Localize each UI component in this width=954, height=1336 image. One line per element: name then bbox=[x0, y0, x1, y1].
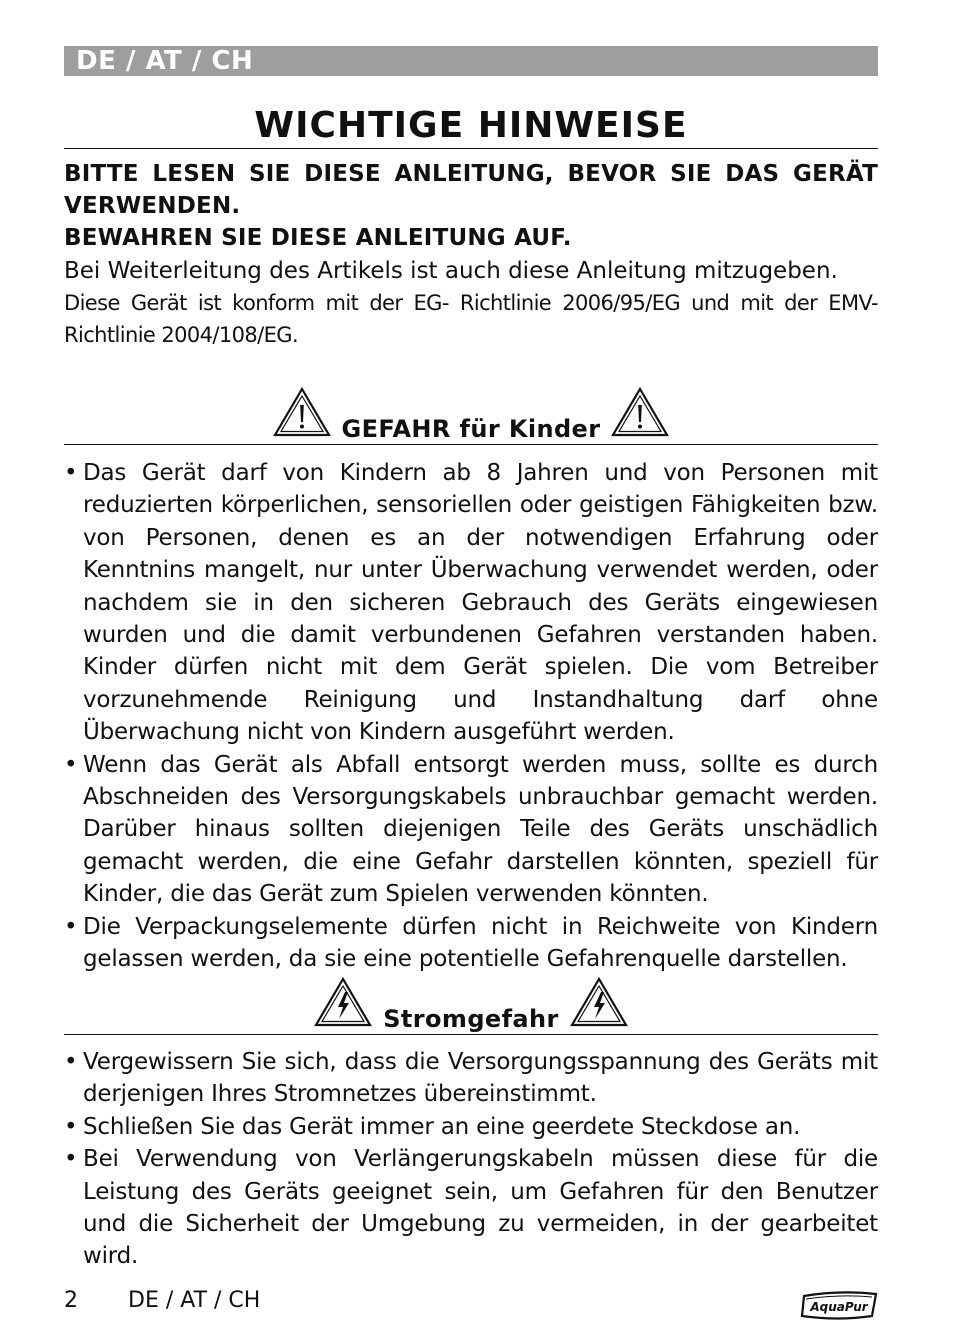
bullet: • bbox=[64, 913, 78, 940]
bullet: • bbox=[64, 1113, 78, 1140]
list-item: • Bei Verwendung von Verlängerungskabeln müssen diese für die Leistung des Geräts geeignet sein, um Gefahren für den Benutzer und die Sicherheit der Umgebung zu vermeiden, in der gearbeitet wird. bbox=[64, 1143, 878, 1273]
intro-conformity-note: Diese Gerät ist konform mit der EG- Richtlinie 2006/95/EG und mit der EMV-Richtlinie 2004/108/EG. bbox=[64, 291, 878, 347]
intro-block bbox=[64, 158, 878, 351]
intro-pass-on-note: Bei Weiterleitung des Artikels ist auch diese Anleitung mitzugeben. bbox=[64, 258, 838, 284]
intro-keep-notice: BEWAHREN SIE DIESE ANLEITUNG AUF. bbox=[64, 225, 572, 251]
list-item: • Schließen Sie das Gerät immer an eine geerdete Steckdose an. bbox=[64, 1111, 878, 1143]
intro-read-warning: BITTE LESEN SIE DIESE ANLEITUNG, BEVOR SIE DAS GERÄT VERWENDEN. bbox=[64, 161, 878, 219]
section-heading-electric bbox=[64, 970, 878, 1035]
warning-triangle-icon bbox=[272, 386, 332, 438]
warning-triangle-icon bbox=[610, 386, 670, 438]
electric-hazard-list bbox=[64, 1046, 878, 1273]
page-title: WICHTIGE HINWEISE bbox=[64, 104, 878, 149]
bullet: • bbox=[64, 751, 78, 778]
list-item: • Wenn das Gerät als Abfall entsorgt werden muss, sollte es durch Abschneiden des Versorgungskabels unbrauchbar gemacht werden. Darüber hinaus sollten diejenigen Teile des Geräts unschädlich gemacht werden, die eine Gefahr darstellen könnten, speziell für Kinder, die das Gerät zum Spielen verwenden könnten. bbox=[64, 749, 878, 911]
aquapur-logo bbox=[800, 1290, 880, 1322]
list-item: • Die Verpackungselemente dürfen nicht in Reichweite von Kindern gelassen werden, da sie eine potentielle Gefahrenquelle darstellen. bbox=[64, 911, 878, 976]
bullet: • bbox=[64, 1146, 78, 1173]
list-item: • Das Gerät darf von Kindern ab 8 Jahren und von Personen mit reduzierten körperlichen, sensoriellen oder geistigen Fähigkeiten bzw. von Personen, denen es an der notwendigen Erfahrung oder Kenntnins mangelt, nur unter Überwachung verwendet werden, oder nachdem sie in den sicheren Gebrauch des Geräts eingewiesen wurden und die damit verbundenen Gefahren verstanden haben. Kinder dürfen nicht mit dem Gerät spielen. Die vom Betreiber vorzunehmende Reinigung und Instandhaltung darf ohne Überwachung nicht von Kindern ausgeführt werden. bbox=[64, 457, 878, 749]
section-heading-electric-text: Stromgefahr bbox=[383, 1005, 559, 1033]
electric-hazard-icon bbox=[569, 976, 629, 1028]
section-heading-children-text: GEFAHR für Kinder bbox=[341, 415, 601, 443]
page-number: 2 bbox=[64, 1288, 78, 1313]
footer-region: DE / AT / CH bbox=[128, 1288, 261, 1313]
electric-hazard-icon bbox=[313, 976, 373, 1028]
list-item: • Vergewissern Sie sich, dass die Versorgungsspannung des Geräts mit derjenigen Ihres Stromnetzes übereinstimmt. bbox=[64, 1046, 878, 1111]
svg-text:AquaPur: AquaPur bbox=[810, 1300, 868, 1314]
bullet: • bbox=[64, 1049, 78, 1075]
children-hazard-list bbox=[64, 457, 878, 976]
region-bar: DE / AT / CH bbox=[64, 46, 878, 76]
bullet: • bbox=[64, 460, 78, 486]
section-heading-children bbox=[64, 380, 878, 445]
